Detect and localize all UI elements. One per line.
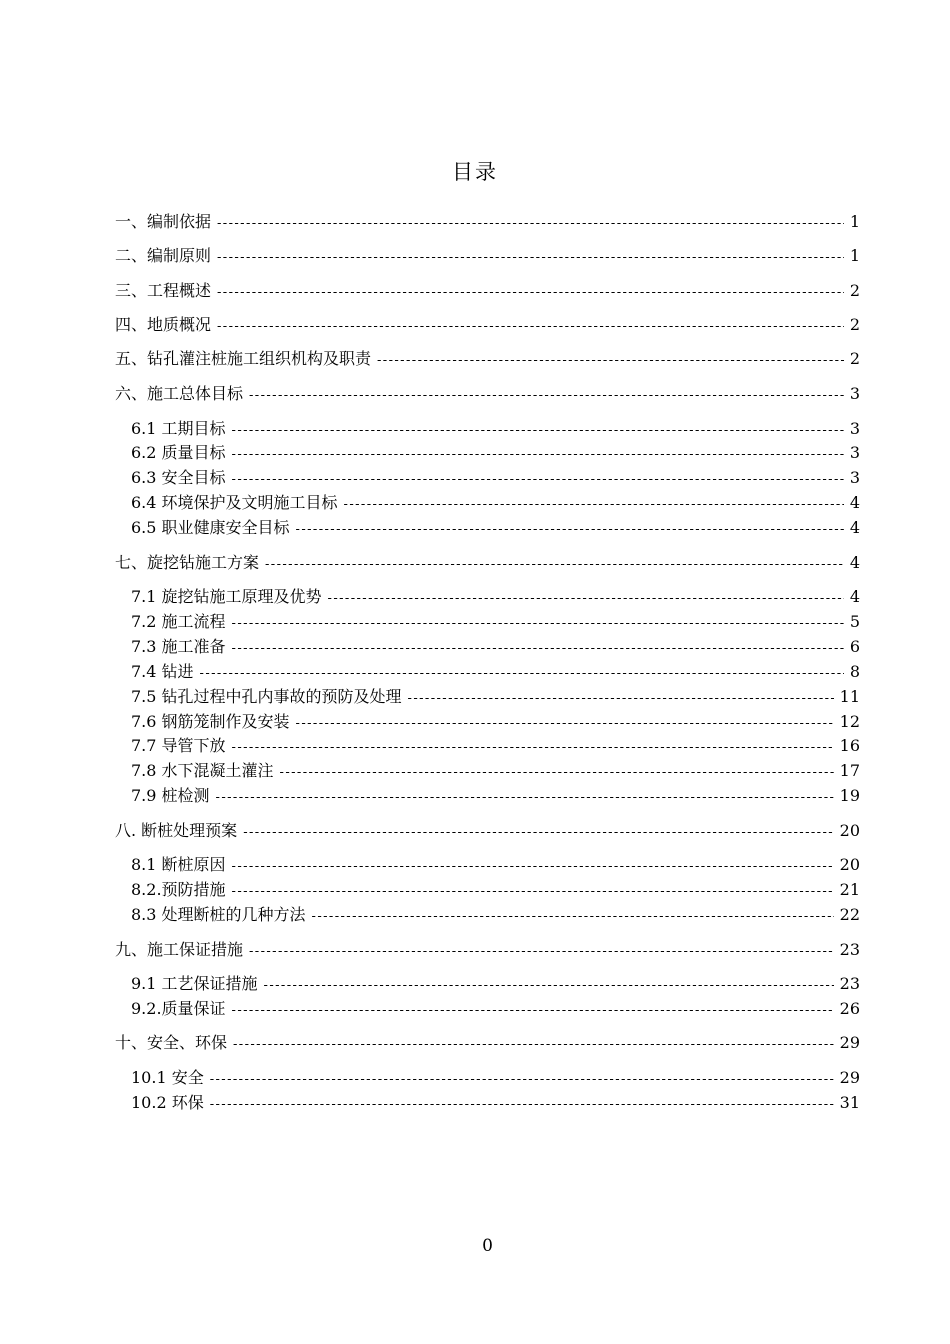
toc-entry-page: 22	[839, 905, 860, 924]
toc-entry-page: 4	[849, 587, 860, 606]
toc-entry-page: 29	[839, 1068, 860, 1087]
toc-title: 目录	[452, 160, 498, 184]
toc-leader	[312, 906, 834, 928]
toc-entry-label: 7.5 钻孔过程中孔内事故的预防及处理	[131, 687, 402, 706]
toc-entry-label: 8.3 处理断桩的几种方法	[131, 905, 306, 924]
toc-leader	[377, 350, 844, 372]
toc-entry-label: 七、旋挖钻施工方案	[115, 553, 260, 572]
toc-subentry[interactable]	[131, 686, 860, 710]
toc-entry[interactable]	[115, 314, 860, 338]
toc-entry[interactable]	[115, 820, 860, 844]
toc-subentry[interactable]	[131, 879, 860, 903]
toc-entry[interactable]	[115, 383, 860, 407]
toc-entry-label: 九、施工保证措施	[115, 940, 244, 959]
toc-entry-label: 9.2.质量保证	[131, 999, 226, 1018]
toc-subentry[interactable]	[131, 467, 860, 491]
toc-entry-label: 7.4 钻进	[131, 662, 194, 681]
toc-subentry[interactable]	[131, 854, 860, 878]
toc-entry-page: 19	[839, 786, 860, 805]
toc-entry-label: 9.1 工艺保证措施	[131, 974, 258, 993]
toc-subentry[interactable]	[131, 711, 860, 735]
toc-entry-label: 一、编制依据	[115, 212, 212, 231]
toc-entry-page: 3	[849, 384, 860, 403]
toc-entry-page: 1	[849, 246, 860, 265]
toc-entry-page: 23	[839, 974, 860, 993]
toc-leader	[232, 1000, 834, 1022]
toc-leader	[232, 420, 844, 442]
toc-entry-page: 3	[849, 468, 860, 487]
toc-leader	[200, 663, 844, 685]
toc-leader	[217, 316, 844, 338]
toc-subentry[interactable]	[131, 904, 860, 928]
toc-leader	[232, 737, 834, 759]
toc-entry-label: 7.2 施工流程	[131, 612, 226, 631]
toc-entry-page: 2	[849, 281, 860, 300]
toc-leader	[232, 469, 844, 491]
toc-entry-label: 7.7 导管下放	[131, 736, 226, 755]
toc-subentry[interactable]	[131, 611, 860, 635]
toc-entry-label: 7.3 施工准备	[131, 637, 226, 656]
toc-leader	[232, 444, 844, 466]
toc-entry-label: 6.3 安全目标	[131, 468, 226, 487]
toc-leader	[328, 588, 844, 610]
toc-entry-label: 6.5 职业健康安全目标	[131, 518, 290, 537]
toc-subentry[interactable]	[131, 492, 860, 516]
toc-entry-label: 8.2.预防措施	[131, 880, 226, 899]
toc-subentry[interactable]	[131, 442, 860, 466]
toc-entry-label: 6.2 质量目标	[131, 443, 226, 462]
toc-leader	[249, 385, 844, 407]
toc-leader	[232, 856, 834, 878]
toc-entry-page: 23	[839, 940, 860, 959]
toc-entry-label: 八. 断桩处理预案	[115, 821, 238, 840]
toc-entry-label: 四、地质概况	[115, 315, 212, 334]
toc-entry-page: 16	[839, 736, 860, 755]
toc-leader	[232, 881, 834, 903]
toc-subentry[interactable]	[131, 760, 860, 784]
toc-leader	[217, 213, 844, 235]
toc-entry-page: 1	[849, 212, 860, 231]
toc-entry-label: 十、安全、环保	[115, 1033, 228, 1052]
toc-entry-page: 11	[839, 687, 860, 706]
toc-entry-page: 3	[849, 419, 860, 438]
toc-subentry[interactable]	[131, 418, 860, 442]
toc-entry[interactable]	[115, 280, 860, 304]
toc-entry[interactable]	[115, 211, 860, 235]
toc-entry-label: 8.1 断桩原因	[131, 855, 226, 874]
toc-entry-label: 二、编制原则	[115, 246, 212, 265]
toc-leader	[264, 975, 834, 997]
toc-leader	[232, 638, 844, 660]
toc-entry-page: 6	[849, 637, 860, 656]
toc-entry-page: 29	[839, 1033, 860, 1052]
toc-leader	[216, 787, 834, 809]
toc-leader	[210, 1094, 834, 1116]
toc-leader	[232, 613, 844, 635]
toc-entry-page: 4	[849, 553, 860, 572]
toc-entry-label: 7.6 钢筋笼制作及安装	[131, 712, 290, 731]
toc-entry[interactable]	[115, 348, 860, 372]
toc-entry-label: 三、工程概述	[115, 281, 212, 300]
toc-entry-label: 10.2 环保	[131, 1093, 204, 1112]
toc-subentry[interactable]	[131, 785, 860, 809]
toc-entry-label: 10.1 安全	[131, 1068, 204, 1087]
toc-subentry[interactable]	[131, 636, 860, 660]
toc-leader	[408, 688, 834, 710]
toc-subentry[interactable]	[131, 661, 860, 685]
page-number: 0	[482, 1236, 493, 1256]
toc-entry-label: 7.1 旋挖钻施工原理及优势	[131, 587, 322, 606]
toc-entry-page: 2	[849, 349, 860, 368]
toc-entry-label: 六、施工总体目标	[115, 384, 244, 403]
toc-entry[interactable]	[115, 1032, 860, 1056]
toc-leader	[344, 494, 844, 516]
toc-entry-page: 17	[839, 761, 860, 780]
toc-entry[interactable]	[115, 939, 860, 963]
toc-entry-page: 20	[839, 855, 860, 874]
toc-subentry[interactable]	[131, 1092, 860, 1116]
toc-leader	[233, 1034, 834, 1056]
toc-leader	[296, 713, 834, 735]
toc-entry-label: 7.8 水下混凝土灌注	[131, 761, 274, 780]
toc-entry-page: 2	[849, 315, 860, 334]
toc-leader	[217, 247, 844, 269]
toc-entry-page: 4	[849, 518, 860, 537]
toc-entry-page: 21	[839, 880, 860, 899]
toc-leader	[296, 519, 844, 541]
toc-entry[interactable]	[115, 245, 860, 269]
toc-subentry[interactable]	[131, 586, 860, 610]
toc-leader	[243, 822, 833, 844]
toc-entry-page: 5	[849, 612, 860, 631]
toc-subentry[interactable]	[131, 973, 860, 997]
toc-entry-label: 7.9 桩检测	[131, 786, 210, 805]
toc-subentry[interactable]	[131, 998, 860, 1022]
toc-subentry[interactable]	[131, 517, 860, 541]
toc-entry-page: 20	[839, 821, 860, 840]
toc-subentry[interactable]	[131, 1067, 860, 1091]
toc-entry[interactable]	[115, 552, 860, 576]
toc-entry-page: 12	[839, 712, 860, 731]
toc-subentry[interactable]	[131, 735, 860, 759]
toc-leader	[249, 941, 834, 963]
toc-entry-label: 6.1 工期目标	[131, 419, 226, 438]
toc-leader	[265, 554, 844, 576]
toc-entry-page: 4	[849, 493, 860, 512]
toc-leader	[217, 282, 844, 304]
toc-entry-page: 8	[849, 662, 860, 681]
toc-leader	[210, 1069, 834, 1091]
toc-entry-page: 26	[839, 999, 860, 1018]
toc-entry-label: 6.4 环境保护及文明施工目标	[131, 493, 338, 512]
toc-entry-page: 3	[849, 443, 860, 462]
toc-entry-page: 31	[839, 1093, 860, 1112]
toc-leader	[280, 762, 834, 784]
toc-entry-label: 五、钻孔灌注桩施工组织机构及职责	[115, 349, 372, 368]
